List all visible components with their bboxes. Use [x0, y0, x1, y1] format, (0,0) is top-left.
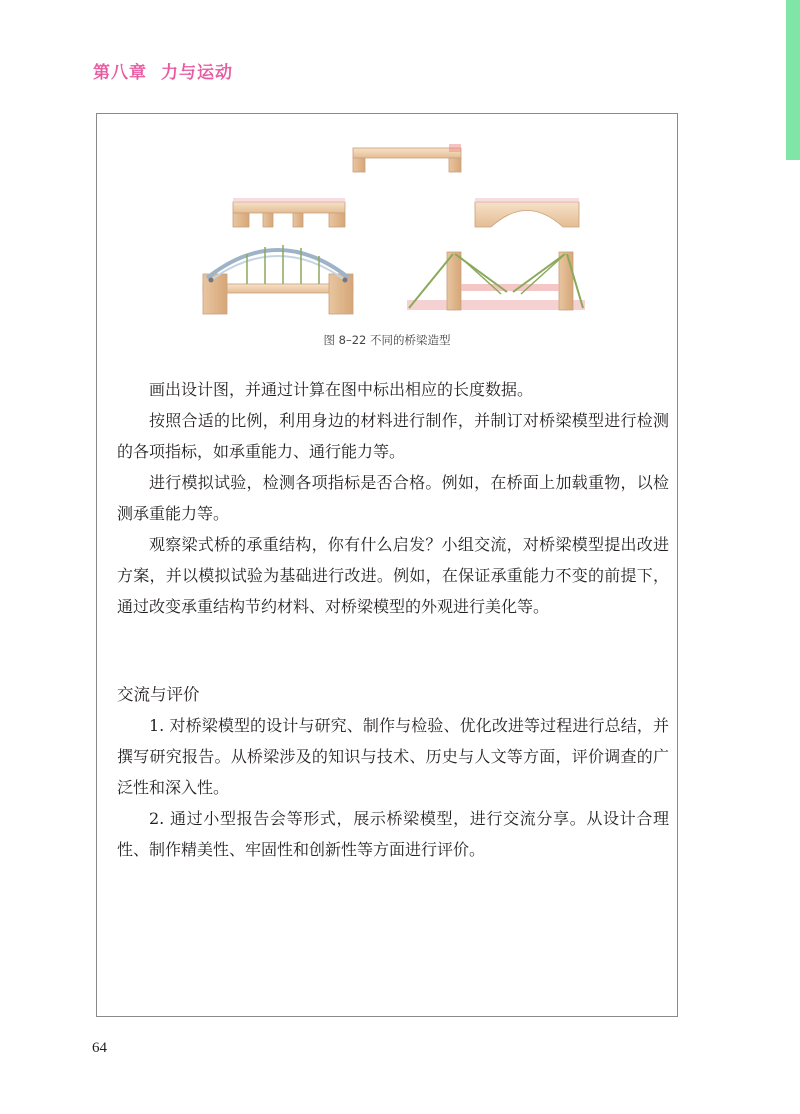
evaluation-item: 1. 对桥梁模型的设计与研究、制作与检验、优化改进等过程进行总结，并撰写研究报告。从桥梁涉及的知识与技术、历史与人文等方面，评价调查的广泛性和深入性。 — [117, 716, 669, 797]
chapter-number: 第八章 — [93, 63, 147, 83]
paragraph: 进行模拟试验，检测各项指标是否合格。例如，在桥面上加载重物，以检测承重能力等。 — [117, 473, 669, 523]
paragraph: 按照合适的比例，利用身边的材料进行制作，并制订对桥梁模型进行检测的各项指标，如承重能力、通行能力等。 — [117, 411, 669, 461]
figure-caption: 图 8–22 不同的桥梁造型 — [323, 333, 451, 347]
chapter-header — [93, 58, 233, 83]
paragraph: 观察梁式桥的承重结构，你有什么启发？小组交流，对桥梁模型提出改进方案，并以模拟试验为基础进行改进。例如，在保证承重能力不变的前提下，通过改变承重结构节约材料、对桥梁模型的外观进行美化等。 — [117, 535, 669, 616]
paragraph: 画出设计图，并通过计算在图中标出相应的长度数据。 — [149, 380, 534, 399]
multi-pillar-beam-bridge — [233, 198, 345, 227]
page-number: 64 — [92, 1040, 107, 1056]
cable-stayed-bridge — [407, 252, 585, 310]
evaluation-item: 2. 通过小型报告会等形式，展示桥梁模型，进行交流分享。从设计合理性、制作精美性、牢固性和创新性等方面进行评价。 — [117, 809, 669, 859]
bridge-illustrations — [97, 114, 677, 329]
tied-arch-bridge — [203, 245, 353, 314]
activity-frame — [96, 113, 678, 1017]
chapter-side-tab — [786, 0, 800, 160]
evaluation-text — [117, 710, 669, 865]
instructions-text — [117, 374, 669, 622]
flat-beam-bridge — [353, 144, 461, 172]
evaluation-heading: 交流与评价 — [117, 685, 200, 704]
chapter-title: 力与运动 — [161, 63, 233, 83]
arch-beam-bridge — [475, 198, 579, 227]
